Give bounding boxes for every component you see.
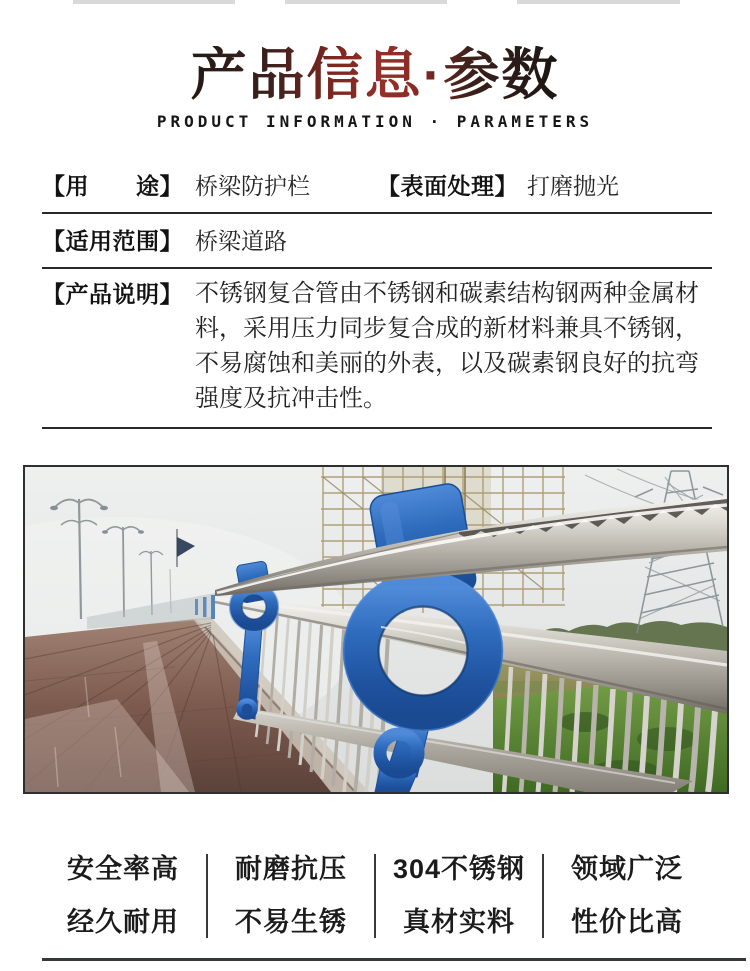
feature-text: 耐磨抗压 bbox=[235, 853, 347, 884]
page-header bbox=[0, 43, 750, 131]
feature-text: 安全率高 bbox=[67, 853, 179, 884]
spec-value: 打磨抛光 bbox=[527, 172, 619, 199]
feature-column bbox=[208, 854, 376, 938]
spec-row-scope bbox=[42, 214, 712, 269]
bridge-guardrail-photo bbox=[23, 465, 729, 794]
spec-label: 【用 途】 bbox=[42, 172, 183, 199]
spec-row-description bbox=[42, 269, 712, 429]
spec-row-usage bbox=[42, 161, 712, 214]
page-subtitle: PRODUCT INFORMATION · PARAMETERS bbox=[156, 111, 594, 131]
spec-value: 桥梁道路 bbox=[195, 227, 287, 254]
top-tab-remnant bbox=[517, 0, 680, 4]
spec-table bbox=[42, 161, 712, 429]
feature-text: 不易生锈 bbox=[235, 906, 347, 937]
feature-column bbox=[40, 854, 208, 938]
spec-label: 【表面处理】 bbox=[377, 172, 518, 199]
feature-text: 真材实料 bbox=[403, 906, 515, 937]
top-tab-remnant bbox=[73, 0, 235, 4]
feature-text: 领域广泛 bbox=[571, 853, 683, 884]
top-tab-remnant bbox=[285, 0, 447, 4]
feature-text: 性价比高 bbox=[571, 906, 683, 937]
product-description: 不锈钢复合管由不锈钢和碳素结构钢两种金属材料，采用压力同步复合成的新材料兼具不锈钢，不易腐蚀和美丽的外表，以及碳素钢良好的抗弯强度及抗冲击性。 bbox=[195, 279, 699, 412]
spec-value: 桥梁防护栏 bbox=[195, 172, 310, 199]
feature-grid bbox=[40, 854, 710, 938]
feature-column bbox=[544, 854, 710, 938]
feature-text: 经久耐用 bbox=[67, 906, 179, 937]
feature-text: 304不锈钢 bbox=[392, 853, 526, 884]
bottom-divider bbox=[42, 958, 746, 961]
feature-column bbox=[376, 854, 544, 938]
bridge-scene-illustration bbox=[25, 467, 727, 792]
page-title: 产品信息·参数 bbox=[190, 43, 560, 106]
spec-label: 【适用范围】 bbox=[42, 227, 183, 254]
spec-label: 【产品说明】 bbox=[42, 280, 183, 307]
